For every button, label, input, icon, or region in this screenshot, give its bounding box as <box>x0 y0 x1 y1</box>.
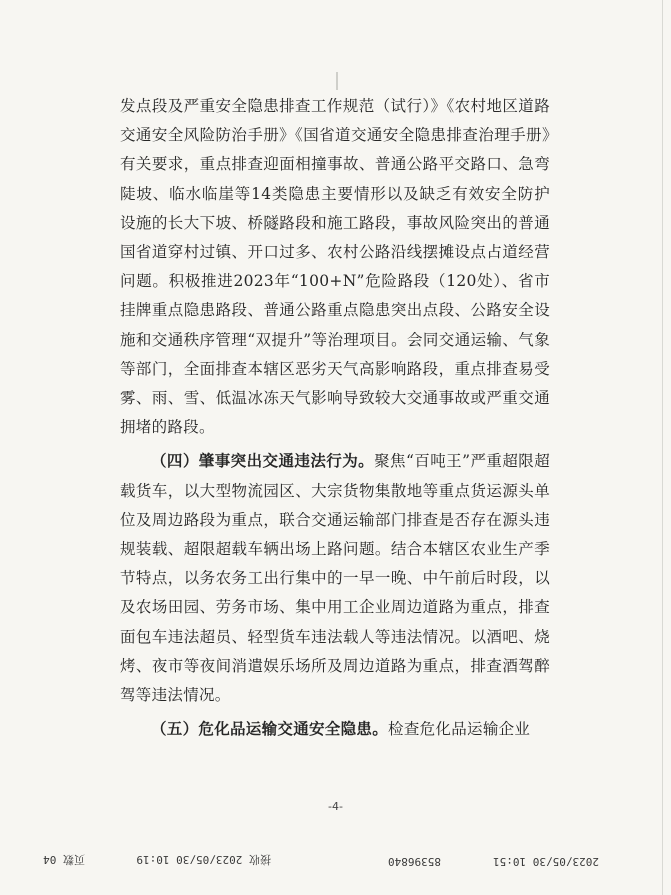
fax-footer <box>0 846 671 876</box>
section-heading-5: （五）危化品运输交通安全隐患。 <box>151 719 389 739</box>
fax-sent-time: 2023/05/30 10:51 <box>493 855 599 868</box>
scan-artifact <box>336 72 338 90</box>
paragraph-1 <box>120 92 550 442</box>
paragraph-2 <box>120 446 550 710</box>
document-body <box>120 92 550 748</box>
page-number: -4- <box>328 800 343 813</box>
paragraph-1-text: 发点段及严重安全隐患排查工作规范（试行）》《农村地区道路交通安全风险防治手册》《国省道交通安全隐患排查治理手册》有关要求，重点排查迎面相撞事故、普通公路平交路口、急弯陡坡、临水临崖等14类隐患主要情形以及缺乏有效安全防护设施的长大下坡、桥隧路段和施工路段，事故风险突出的普通国省道穿村过镇、开口过多、农村公路沿线摆摊设点占道经营问题。积极推进2023年“100+N”危险路段（120处）、省市挂牌重点隐患路段、普通公路重点隐患突出点段、公路安全设施和交通秩序管理“双提升”等治理项目。会同交通运输、气象等部门，全面排查本辖区恶劣天气高影响路段，重点排查易受雾、雨、雪、低温冰冻天气影响导致较大交通事故或严重交通拥堵的路段。 <box>120 97 550 437</box>
fax-page-count: 页数 04 <box>43 853 85 866</box>
fax-received-time: 接收 2023/05/30 10:19 <box>136 853 271 866</box>
paragraph-3-text: 检查危化品运输企业 <box>388 720 531 739</box>
scan-edge-line <box>662 0 663 895</box>
section-heading-4: （四）肇事突出交通违法行为。 <box>151 451 375 471</box>
paragraph-3 <box>120 714 550 744</box>
fax-number: 85396840 <box>388 855 441 868</box>
paragraph-2-text: 聚焦“百吨王”严重超限超载货车，以大型物流园区、大宗货物集散地等重点货运源头单位及周边路段为重点，联合交通运输部门排查是否存在源头违规装载、超限超载车辆出场上路问题。结合本辖区农业生产季节特点，以务农务工出行集中的一早一晚、中午前后时段，以及农场田园、劳务市场、集中用工企业周边道路为重点，排查面包车违法超员、轻型货车违法载人等违法情况。以酒吧、烧烤、夜市等夜间消遣娱乐场所及周边道路为重点，排查酒驾醉驾等违法情况。 <box>120 452 550 705</box>
